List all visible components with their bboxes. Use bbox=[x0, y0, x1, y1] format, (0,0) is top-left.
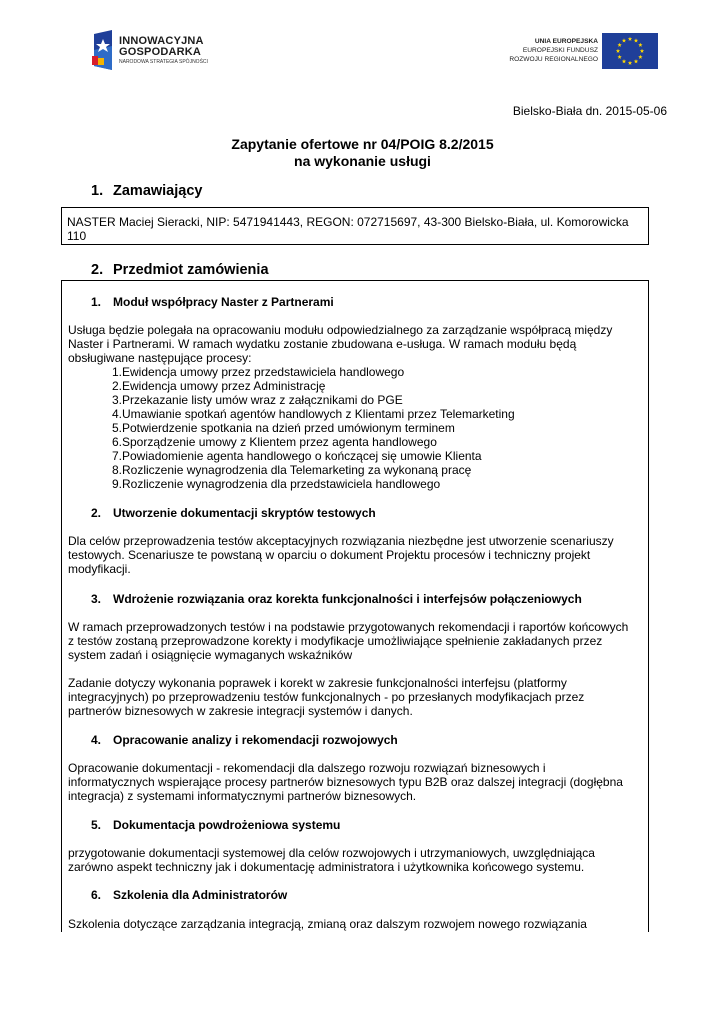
sub4-heading bbox=[91, 733, 398, 747]
sub6-heading bbox=[91, 888, 287, 902]
text-line: informatycznych wspierające procesy partnerów biznesowych typu B2B oraz dalszej integracji (dogłębna bbox=[68, 775, 623, 789]
section1-number: 1. bbox=[91, 183, 104, 199]
sub1-paragraph bbox=[68, 323, 643, 365]
list-item: 8.Rozliczenie wynagrodzenia dla Telemarketing za wykonaną pracę bbox=[112, 463, 472, 477]
sub5-paragraph bbox=[68, 846, 643, 874]
text-line: Zadanie dotyczy wykonania poprawek i korekt w zakresie funkcjonalności interfejsu (platformy bbox=[68, 676, 567, 690]
sub3-paragraph1 bbox=[68, 620, 643, 662]
section2-title: Przedmiot zamówienia bbox=[113, 262, 269, 278]
eu-logo bbox=[500, 33, 658, 69]
sub5-number: 5. bbox=[91, 818, 102, 832]
list-item: 7.Powiadomienie agenta handlowego o kończącej się umowie Klienta bbox=[112, 449, 482, 463]
sub2-heading bbox=[91, 506, 376, 520]
text-line: z testów zostaną przeprowadzone korekty i modyfikacje umożliwiające spełnienie zakładanych przez bbox=[68, 634, 603, 648]
text-line: modyfikacji. bbox=[68, 562, 131, 576]
text-line: przygotowanie dokumentacji systemowej dla celów rozwojowych i utrzymaniowych, uwzględniająca bbox=[68, 846, 595, 860]
text-line: testowych. Scenariusze te powstaną w oparciu o dokument Projektu procesów i techniczny projekt bbox=[68, 548, 591, 562]
logo-subtitle: NARODOWA STRATEGIA SPÓJNOŚCI bbox=[119, 59, 208, 65]
sub3-title: Wdrożenie rozwiązania oraz korekta funkcjonalności i interfejsów połączeniowych bbox=[113, 592, 582, 606]
text-line: Usługa będzie polegała na opracowaniu modułu odpowiedzialnego za zarządzanie współpracą między bbox=[68, 323, 613, 337]
list-item: 3.Przekazanie listy umów wraz z załącznikami do PGE bbox=[112, 393, 403, 407]
sub4-number: 4. bbox=[91, 733, 102, 747]
eu-logo-text bbox=[509, 37, 598, 64]
eu-line3: ROZWOJU REGIONALNEGO bbox=[509, 56, 598, 63]
sub2-title: Utworzenie dokumentacji skryptów testowych bbox=[113, 506, 376, 520]
sub5-heading bbox=[91, 818, 340, 832]
logo-title bbox=[119, 36, 204, 58]
text-line: Opracowanie dokumentacji - rekomendacji dla dalszego rozwoju rozwiązań biznesowych i bbox=[68, 761, 546, 775]
list-item: 1.Ewidencja umowy przez przedstawiciela handlowego bbox=[112, 365, 405, 379]
section2-box bbox=[61, 280, 649, 932]
title-line1: Zapytanie ofertowe nr 04/POIG 8.2/2015 bbox=[231, 136, 494, 152]
sub6-paragraph bbox=[68, 917, 643, 931]
title-line2: na wykonanie usługi bbox=[294, 153, 431, 169]
innowacyjna-gospodarka-logo bbox=[90, 30, 215, 72]
text-line: Szkolenia dotyczące zarządzania integracją, zmianą oraz dalszym rozwojem nowego rozwiązania bbox=[68, 917, 587, 931]
list-item: 4.Umawianie spotkań agentów handlowych z Klientami przez Telemarketing bbox=[112, 407, 515, 421]
section1-title: Zamawiający bbox=[113, 183, 203, 199]
section2-heading bbox=[91, 262, 269, 278]
text-line: system zadań i osiągnięcie wymaganych wskaźników bbox=[68, 648, 353, 662]
sub1-heading bbox=[91, 295, 334, 309]
sub3-heading bbox=[91, 592, 582, 606]
text-line: Naster i Partnerami. W ramach wydatku zostanie zbudowana e-usługa. W ramach modułu będą bbox=[68, 337, 577, 351]
eu-line2: EUROPEJSKI FUNDUSZ bbox=[522, 47, 598, 54]
list-item: 5.Potwierdzenie spotkania na dzień przed umówionym terminem bbox=[112, 421, 455, 435]
logo-title-line1: INNOWACYJNA bbox=[119, 35, 204, 47]
orderer-line2: 110 bbox=[67, 229, 87, 243]
section1-heading bbox=[91, 183, 202, 199]
list-item: 6.Sporządzenie umowy z Klientem przez agenta handlowego bbox=[112, 435, 437, 449]
process-list bbox=[112, 365, 515, 491]
sub3-number: 3. bbox=[91, 592, 102, 606]
text-line: integracja) z systemami informatycznymi partnerów biznesowych. bbox=[68, 789, 417, 803]
sub4-paragraph bbox=[68, 761, 643, 803]
orderer-line1: NASTER Maciej Sieracki, NIP: 5471941443, REGON: 072715697, 43-300 Bielsko-Biała, ul. Komorowicka bbox=[67, 215, 629, 229]
text-line: integracyjnych) po przeprowadzeniu testów funkcjonalnych - po przesłanych modyfikacjach przez bbox=[68, 690, 585, 704]
text-line: obsługiwane następujące procesy: bbox=[68, 351, 252, 365]
logo-title-line2: GOSPODARKA bbox=[119, 46, 202, 58]
document-title bbox=[0, 136, 725, 170]
text-line: partnerów biznesowych w zakresie integracji systemów i danych. bbox=[68, 704, 413, 718]
text-line: Dla celów przeprowadzenia testów akceptacyjnych rozwiązania niezbędne jest utworzenie scenariuszy bbox=[68, 534, 614, 548]
sub3-paragraph2 bbox=[68, 676, 643, 718]
document-date: Bielsko-Biała dn. 2015-05-06 bbox=[512, 104, 667, 118]
list-item: 9.Rozliczenie wynagrodzenia dla przedstawiciela handlowego bbox=[112, 477, 441, 491]
section1-box bbox=[61, 207, 649, 245]
sub5-title: Dokumentacja powdrożeniowa systemu bbox=[113, 818, 341, 832]
sub4-title: Opracowanie analizy i rekomendacji rozwojowych bbox=[113, 733, 398, 747]
text-line: W ramach przeprowadzonych testów i na podstawie przygotowanych rekomendacji i raportów końcowych bbox=[68, 620, 629, 634]
innowacyjna-gospodarka-emblem-icon bbox=[90, 30, 116, 70]
eu-line1: UNIA EUROPEJSKA bbox=[534, 38, 598, 45]
sub1-number: 1. bbox=[91, 295, 102, 309]
text-line: zarówno aspekt techniczny jak i dokumentację administratora i użytkownika końcowego systemu. bbox=[68, 860, 585, 874]
sub6-number: 6. bbox=[91, 888, 102, 902]
eu-flag-icon bbox=[602, 33, 658, 69]
list-item: 2.Ewidencja umowy przez Administrację bbox=[112, 379, 326, 393]
sub2-number: 2. bbox=[91, 506, 102, 520]
sub6-title: Szkolenia dla Administratorów bbox=[113, 888, 288, 902]
section2-number: 2. bbox=[91, 262, 104, 278]
sub1-title: Moduł współpracy Naster z Partnerami bbox=[113, 295, 334, 309]
sub2-paragraph bbox=[68, 534, 643, 576]
